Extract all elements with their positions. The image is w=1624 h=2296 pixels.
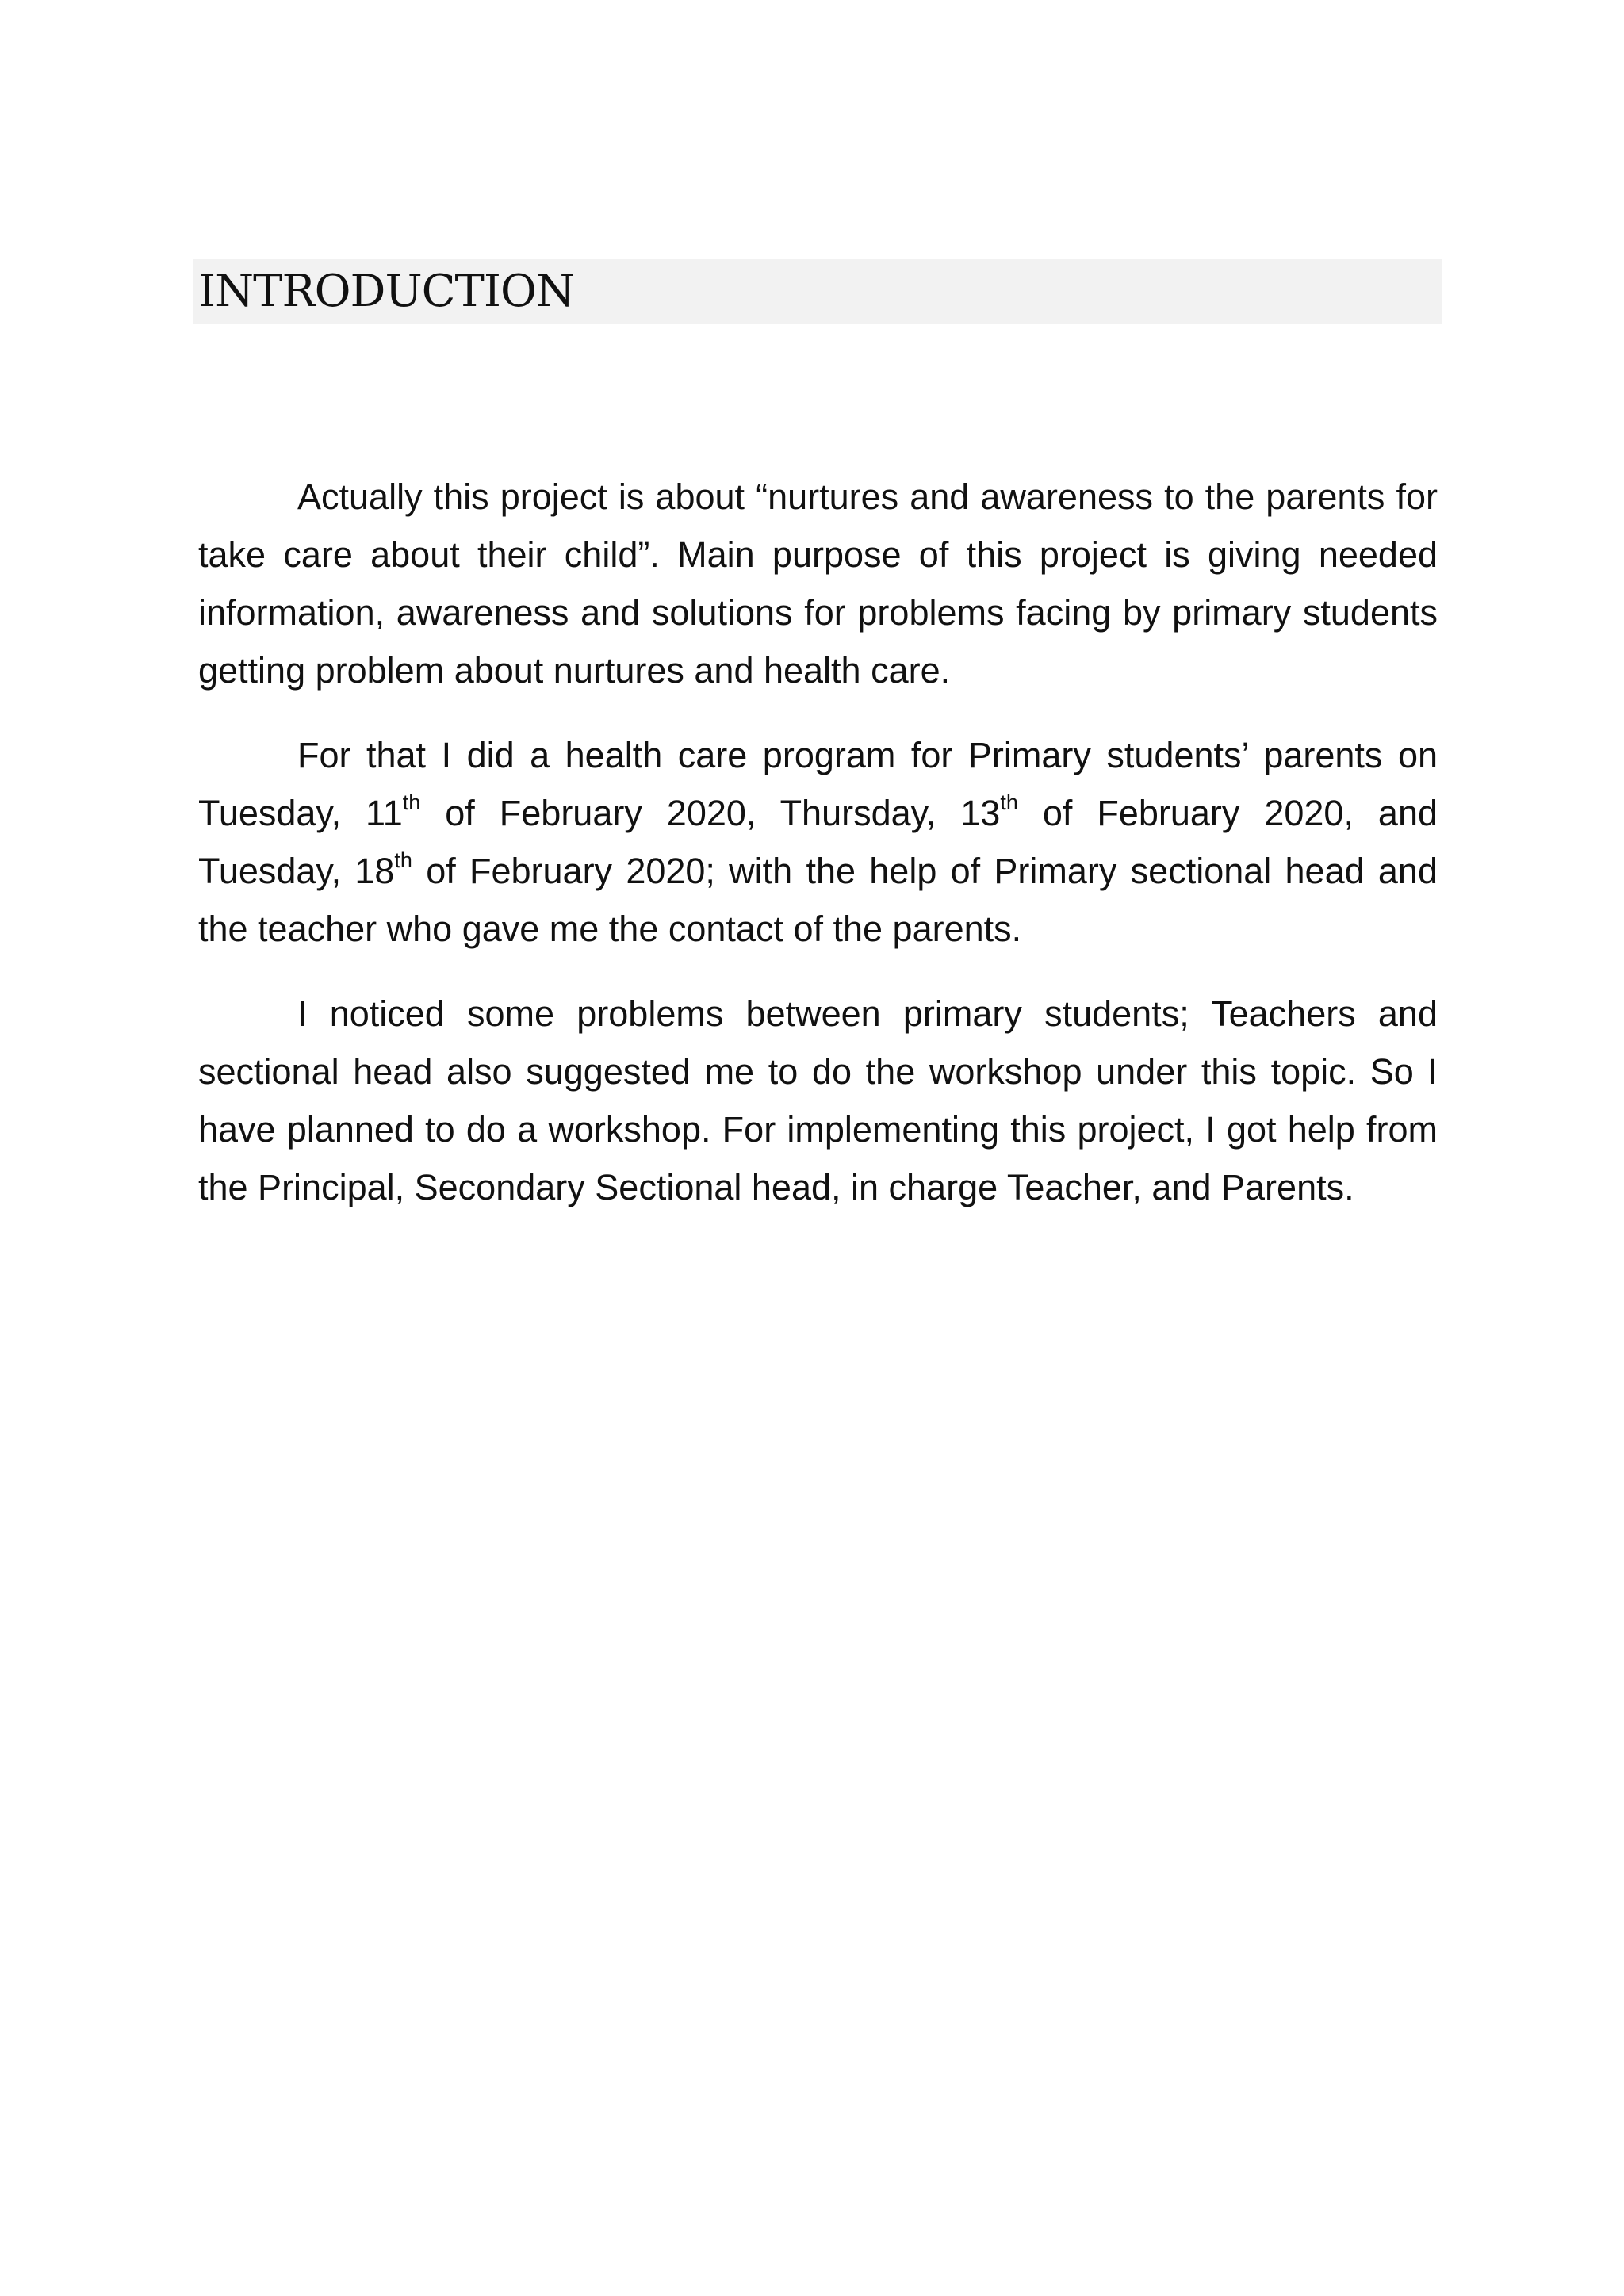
ordinal-suffix-1: th [402,790,421,814]
paragraph-3: I noticed some problems between primary students; Teachers and sectional head also suggested me to do the workshop under this topic. So I have planned to do a workshop. For implementing this project, I got help from the Principal, Secondary Sectional head, in charge Teacher, and Parents. [198,993,1438,1207]
paragraph-2-part-c: of February 2020, and Tuesday, 18 [198,793,1438,891]
body-text [198,468,1438,1243]
section-heading: INTRODUCTION [198,266,574,317]
ordinal-suffix-3: th [394,848,412,872]
paragraph-2-part-d: of February 2020; with the help of Primary sectional head and the teacher who gave me the contact of the parents. [198,851,1438,949]
paragraph-2-part-a: For that I did a health care program for Primary students’ parents on Tuesday, 11 [198,735,1438,833]
ordinal-suffix-2: th [1000,790,1018,814]
paragraph-2 [198,726,1438,958]
paragraph-1: Actually this project is about “nurtures and awareness to the parents for take care about their child”. Main purpose of this project is giving needed information, awareness and solutions for problems facing by primary students getting problem about nurtures and health care. [198,476,1438,691]
paragraph-2-part-b: of February 2020, Thursday, 13 [420,793,1001,833]
